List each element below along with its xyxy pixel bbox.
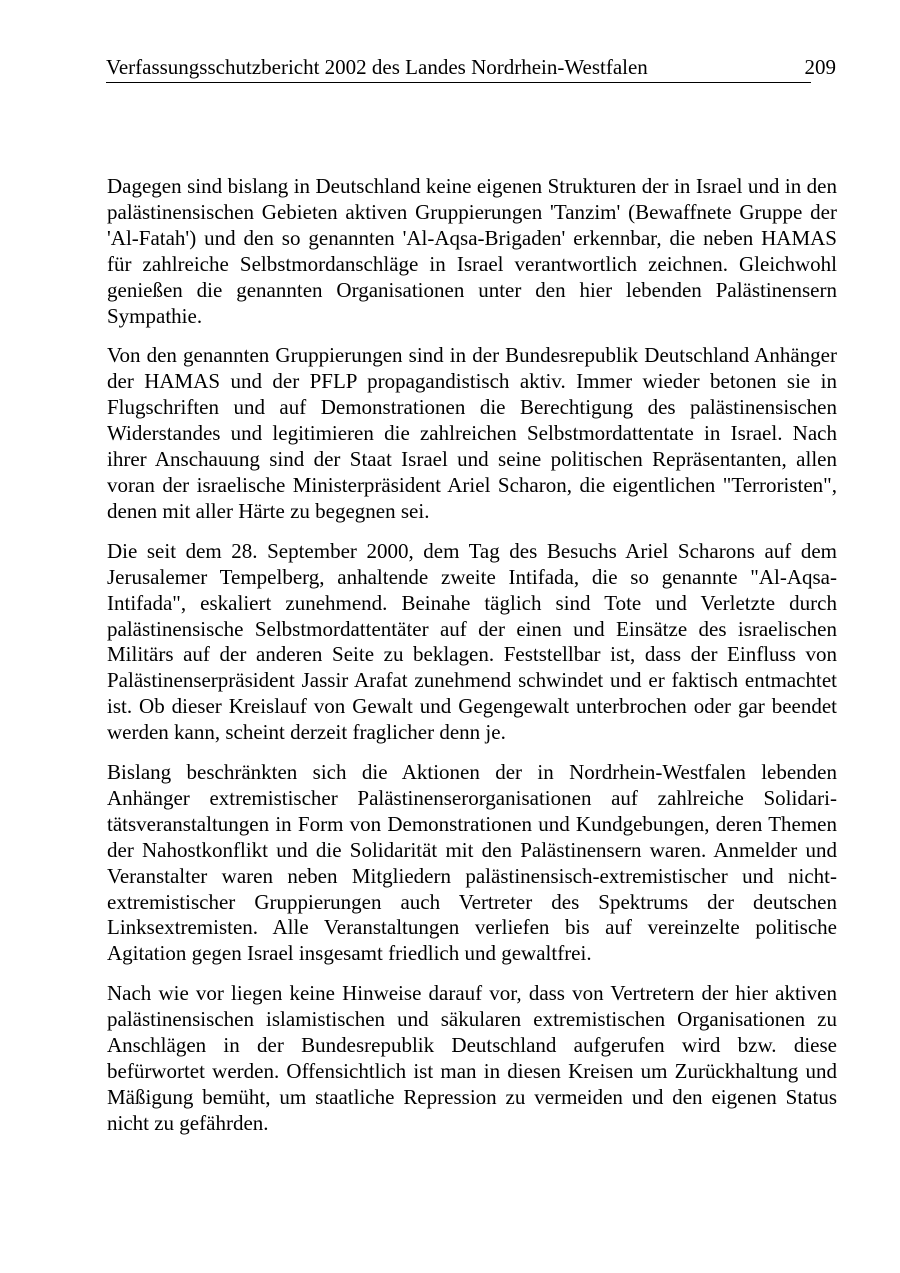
- paragraph: Dagegen sind bislang in Deutschland keine eigenen Strukturen der in Israel und in den palästinensischen Gebieten aktiven Gruppierungen 'Tanzim' (Bewaffnete Gruppe der 'Al-Fatah') und den so genannten 'Al-Aqsa-Brigaden' erkennbar, die neben HAMAS für zahlreiche Selbstmordanschläge in Israel verantwortlich zeichnen. Gleichwohl genießen die genannten Organisationen unter den hier lebenden Palästinensern Sympathie.: [107, 174, 837, 328]
- body-text: [107, 174, 837, 1151]
- running-header: [106, 52, 836, 83]
- paragraph: Bislang beschränkten sich die Aktionen der in Nordrhein-Westfalen lebenden Anhänger extremistischer Palästinenserorganisationen auf zahlreiche Solidaritätsveranstaltungen in Form von Demonstrationen und Kundgebungen, deren Themen der Nahostkonflikt und die Solidarität mit den Palästinensern waren. Anmelder und Veranstalter waren neben Mitgliedern palästinensisch-extremistischer und nicht-extremistischer Gruppierungen auch Vertreter des Spektrums der deutschen Linksextremisten. Alle Veranstaltungen verliefen bis auf vereinzelte politische Agitation gegen Israel insgesamt friedlich und gewaltfrei.: [107, 760, 837, 966]
- page-number: 209: [804, 55, 836, 79]
- paragraph: Die seit dem 28. September 2000, dem Tag des Besuchs Ariel Scharons auf dem Jerusalemer Tempelberg, anhaltende zweite Intifada, die so genannte "Al-Aqsa-Intifada", eskaliert zunehmend. Beinahe täglich sind Tote und Verletzte durch palästinensische Selbstmordattentäter auf der einen und Einsätze des israelischen Militärs auf der anderen Seite zu beklagen. Feststellbar ist, dass der Einfluss von Palästinenserpräsident Jassir Arafat zunehmend schwindet und er faktisch entmachtet ist. Ob dieser Kreislauf von Gewalt und Gegengewalt unterbrochen oder gar beendet werden kann, scheint derzeit fraglicher denn je.: [107, 538, 837, 745]
- paragraph: Nach wie vor liegen keine Hinweise darauf vor, dass von Vertretern der hier aktiven palästinensischen islamistischen und säkularen extremistischen Organisationen zu Anschlägen in der Bundesrepublik Deutschland aufgerufen wird bzw. diese befürwortet werden. Offensichtlich ist man in diesen Kreisen um Zurückhaltung und Mäßigung bemüht, um staatliche Repression zu vermeiden und den eigenen Status nicht zu gefährden.: [107, 981, 837, 1135]
- paragraph: Von den genannten Gruppierungen sind in der Bundesrepublik Deutschland Anhänger der HAMAS und der PFLP propagandistisch aktiv. Immer wieder betonen sie in Flugschriften und auf Demonstrationen die Berechtigung des palästinensischen Widerstandes und legitimieren die zahlreichen Selbstmordattentate in Israel. Nach ihrer Anschauung sind der Staat Israel und seine politischen Repräsentanten, allen voran der israelische Ministerpräsident Ariel Scharon, die eigentlichen "Terroristen", denen mit aller Härte zu begegnen sei.: [107, 343, 837, 523]
- report-title: Verfassungsschutzbericht 2002 des Landes Nordrhein-Westfalen: [106, 55, 648, 79]
